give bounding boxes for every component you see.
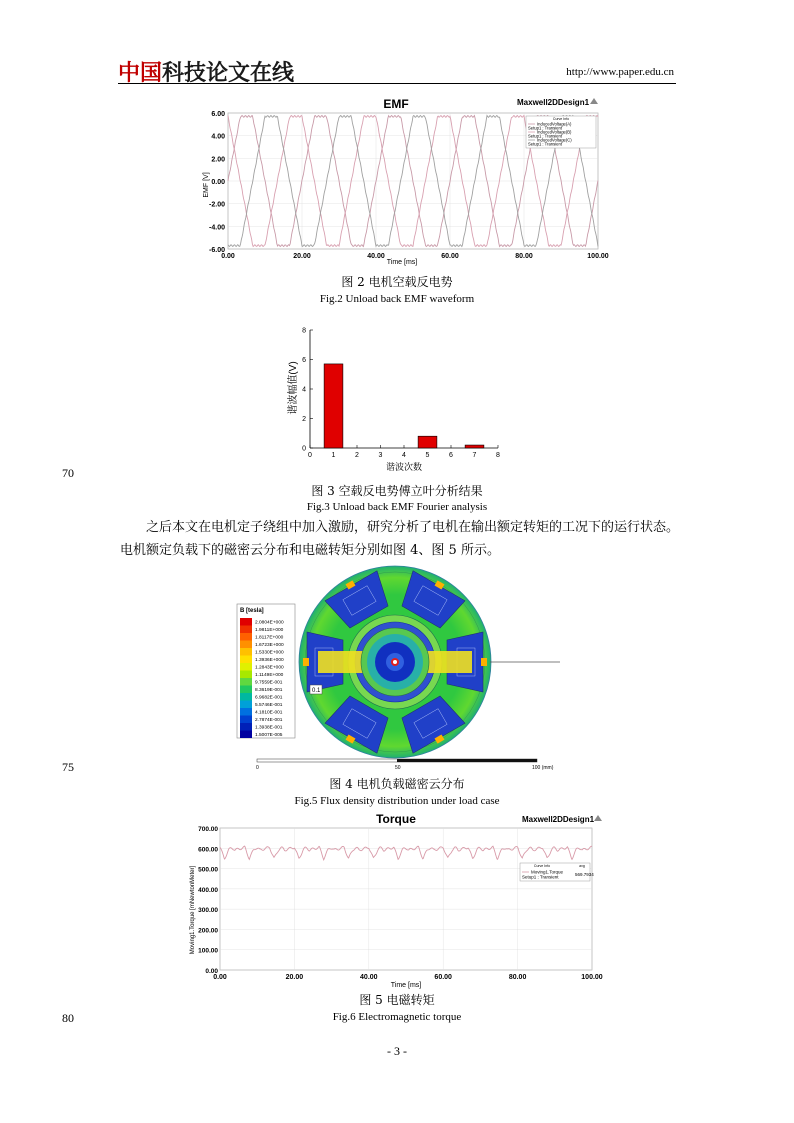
flux-legend-swatch xyxy=(240,626,252,634)
hotspot-5 xyxy=(303,658,309,666)
flux-legend-value: 1.6723E+000 xyxy=(255,643,284,648)
emf-legend-setup: Setup1 : Transient xyxy=(528,133,562,139)
page-number: - 3 - xyxy=(387,1044,407,1058)
torque-y-tick: 300.00 xyxy=(198,907,218,915)
flux-legend-swatch xyxy=(240,701,252,709)
fourier-x-tick: 8 xyxy=(496,452,500,459)
marker-label: 0.1 xyxy=(312,688,321,694)
flux-legend-value: 1.3938E-001 xyxy=(255,725,283,731)
torque-x-tick: 0.00 xyxy=(213,974,227,981)
flux-legend-value: 1.8117E+000 xyxy=(255,635,284,641)
line-number-80: 80 xyxy=(62,1011,74,1025)
torque-plot-area xyxy=(198,826,603,981)
torque-x-tick: 100.00 xyxy=(581,974,603,981)
flux-legend-swatch xyxy=(240,731,252,739)
torque-y-tick: 0.00 xyxy=(205,968,218,975)
emf-y-tick: 0.00 xyxy=(211,179,225,186)
fig4-caption-cn: 图 4 电机负载磁密云分布 xyxy=(329,777,465,791)
motor-cross-section xyxy=(299,566,491,758)
flux-legend-swatch xyxy=(240,641,252,649)
flux-legend-value: 9.7559E-001 xyxy=(255,680,283,686)
fourier-bar-h5 xyxy=(418,436,437,448)
torque-x-tick: 40.00 xyxy=(360,974,378,981)
fourier-x-tick: 4 xyxy=(402,452,406,459)
flux-legend-swatch xyxy=(240,671,252,679)
flux-legend-swatch xyxy=(240,663,252,671)
emf-y-tick: 2.00 xyxy=(211,156,225,164)
fourier-bar-h1 xyxy=(324,364,343,448)
emf-legend-series: InducedVoltage(C) xyxy=(537,137,572,143)
torque-y-label: Moving1.Torque [mNewtonMeter] xyxy=(190,865,196,955)
flux-legend-swatch xyxy=(240,693,252,701)
flux-legend-value: 6.9682E-001 xyxy=(255,695,283,701)
hotspot-2 xyxy=(481,658,487,666)
emf-y-tick: 4.00 xyxy=(211,133,225,141)
fourier-x-label: 谐波次数 xyxy=(385,462,423,472)
torque-legend-series: Moving1.Torque xyxy=(531,869,564,875)
emf-x-tick: 100.00 xyxy=(587,253,609,260)
fourier-y-tick: 6 xyxy=(302,357,306,364)
scale-label-50: 50 xyxy=(395,765,401,771)
torque-chart xyxy=(186,810,608,990)
emf-y-tick: -2.00 xyxy=(209,201,225,209)
flux-legend-swatch xyxy=(240,723,252,731)
flux-legend-value: 1.2843E+000 xyxy=(255,665,284,671)
flux-density-figure xyxy=(232,566,562,771)
torque-legend-header: Curve Info xyxy=(533,864,551,868)
fig5-caption-cn: 图 5 电磁转矩 xyxy=(359,993,435,1007)
fourier-y-tick: 4 xyxy=(302,386,306,394)
fig3-caption-cn: 图 3 空载反电势傅立叶分析结果 xyxy=(311,484,483,498)
flux-legend-value: 2.7874E-001 xyxy=(255,718,283,723)
emf-y-tick: -4.00 xyxy=(209,224,225,232)
emf-x-tick: 40.00 xyxy=(367,253,385,260)
emf-x-tick: 20.00 xyxy=(293,253,311,260)
fourier-bar-h7 xyxy=(465,445,484,448)
body-paragraph: 之后本文在电机定子绕组中加入激励，研究分析了电机在输出额定转矩的工况下的运行状态。电机额定负载下的磁密云分布和电磁转矩分别如图 4、图 5 所示。 xyxy=(120,520,680,558)
emf-y-tick: -6.00 xyxy=(209,247,225,254)
scale-label-0: 0 xyxy=(256,765,259,771)
torque-y-tick: 500.00 xyxy=(198,866,218,874)
flux-legend-value: 4.1810E-001 xyxy=(255,710,283,716)
torque-legend-avg: 569.7934 xyxy=(575,872,594,877)
torque-y-tick: 700.00 xyxy=(198,826,218,833)
torque-y-tick: 200.00 xyxy=(198,927,218,935)
emf-x-tick: 60.00 xyxy=(441,253,459,260)
emf-x-tick: 0.00 xyxy=(221,253,235,260)
emf-plot-area xyxy=(209,111,609,260)
flux-legend-swatch xyxy=(240,686,252,694)
torque-chart-title: Torque xyxy=(376,812,416,826)
torque-y-tick: 100.00 xyxy=(198,947,218,955)
fig2-caption-en: Fig.2 Unload back EMF waveform xyxy=(319,293,475,305)
fourier-plot-area xyxy=(302,328,500,460)
fourier-chart xyxy=(282,322,512,472)
flux-legend-swatch xyxy=(240,618,252,626)
header-url[interactable]: http://www.paper.edu.cn xyxy=(566,66,674,78)
fourier-x-tick: 2 xyxy=(355,452,359,459)
fig2-caption-cn: 图 2 电机空载反电势 xyxy=(341,275,453,289)
fig5-caption-en: Fig.6 Electromagnetic torque xyxy=(332,1011,462,1023)
flux-legend-swatch xyxy=(240,648,252,656)
line-number-70: 70 xyxy=(62,466,74,480)
line-number-75: 75 xyxy=(62,760,74,774)
flux-legend-value: 1.1149E+000 xyxy=(255,673,284,678)
emf-legend-header: Curve Info xyxy=(552,117,570,121)
emf-legend-setup: Setup1 : Transient xyxy=(528,125,562,131)
flux-legend-value: 1.3936E+000 xyxy=(255,658,284,663)
scale-bar-fill xyxy=(397,759,537,762)
fourier-y-label: 谐波幅值(V) xyxy=(288,361,299,415)
torque-x-tick: 20.00 xyxy=(285,974,304,981)
fourier-x-tick: 6 xyxy=(449,452,453,459)
fourier-x-tick: 1 xyxy=(331,452,336,459)
flux-legend-value: 5.5746E-001 xyxy=(255,703,283,708)
torque-x-label: Time [ms] xyxy=(390,982,422,989)
emf-y-label: EMF [V] xyxy=(203,172,210,198)
header-rule xyxy=(118,83,676,84)
torque-legend-avg-header: avg xyxy=(579,864,585,868)
torque-design-label: Maxwell2DDesign1 xyxy=(522,815,595,824)
fourier-x-tick: 3 xyxy=(378,452,383,459)
torque-x-tick: 60.00 xyxy=(434,974,452,981)
torque-x-tick: 80.00 xyxy=(508,974,527,981)
emf-legend-series: InducedVoltage(A) xyxy=(537,121,572,127)
flux-legend-value: 1.5007E-005 xyxy=(255,733,283,738)
fig3-caption-en: Fig.3 Unload back EMF Fourier analysis xyxy=(306,501,488,513)
logo-part1: 中国 xyxy=(118,61,163,86)
fig4-caption-en: Fig.5 Flux density distribution under load case xyxy=(294,795,500,807)
emf-legend-series: InducedVoltage(B) xyxy=(537,129,572,135)
flux-legend-swatch xyxy=(240,678,252,686)
fourier-y-tick: 8 xyxy=(302,327,306,335)
flux-legend-swatch xyxy=(240,708,252,716)
fourier-y-tick: 2 xyxy=(302,416,306,423)
torque-legend-setup: Setup1 : Transient xyxy=(522,874,559,880)
flux-legend-value: 1.9811E+000 xyxy=(255,628,284,633)
fourier-x-tick: 5 xyxy=(425,452,430,459)
flux-legend-title: B [tesla] xyxy=(240,608,264,614)
flux-legend-value: 1.5330E+000 xyxy=(255,650,284,656)
logo-part2: 科技论文在线 xyxy=(162,61,295,86)
emf-chart xyxy=(192,95,609,266)
torque-y-tick: 400.00 xyxy=(198,886,218,894)
torque-y-tick: 600.00 xyxy=(198,846,218,854)
emf-y-tick: 6.00 xyxy=(211,111,225,118)
flux-legend-swatch xyxy=(240,716,252,724)
flux-legend-value: 8.3619E-001 xyxy=(255,688,283,693)
fourier-x-tick: 7 xyxy=(472,452,477,459)
fourier-y-tick: 0 xyxy=(302,445,306,453)
emf-x-tick: 80.00 xyxy=(515,253,533,260)
scale-label-100: 100 (mm) xyxy=(532,765,554,771)
flux-legend-swatch xyxy=(240,656,252,664)
flux-legend-swatch xyxy=(240,633,252,641)
emf-design-label: Maxwell2DDesign1 xyxy=(517,98,590,107)
emf-x-label: Time [ms] xyxy=(386,259,418,266)
emf-legend-setup: Setup1 : Transient xyxy=(528,141,562,147)
emf-chart-title: EMF xyxy=(383,97,409,111)
fourier-x-tick: 0 xyxy=(308,452,312,459)
flux-legend-value: 2.0804E+000 xyxy=(255,620,284,626)
